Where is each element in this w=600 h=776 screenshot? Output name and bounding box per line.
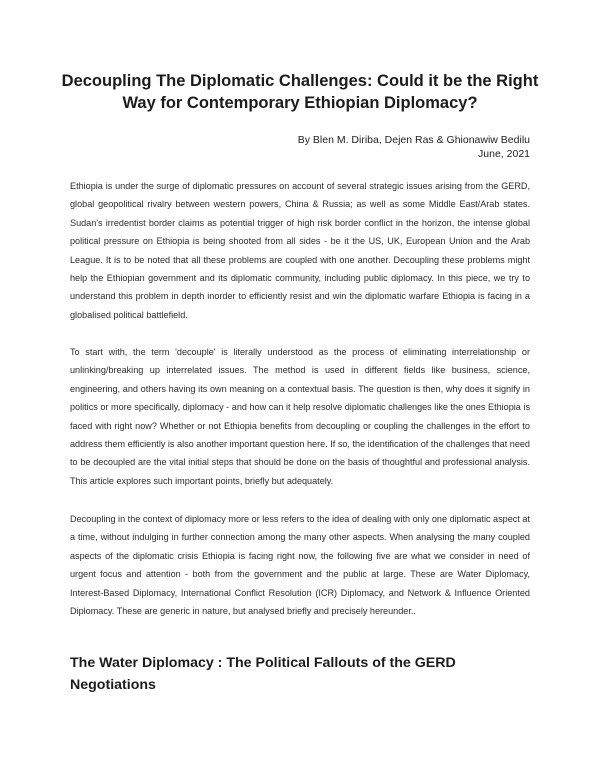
document-title: Decoupling The Diplomatic Challenges: Could it be the Right Way for Contemporary Ethiopian Diplomacy? — [61, 72, 539, 112]
paragraph-decouple-definition: To start with, the term 'decouple' is literally understood as the process of eliminating interrelationship or unlinking/breaking up interrelated issues. The method is used in different fields like business, science, engineering, and others having its own meaning on a contextual basis. The question is then, why does it signify in politics or more specifically, diplomacy - and how can it help resolve diplomatic challenges like the ones Ethiopia is faced with right now? Whether or not Ethiopia benefits from decoupling or coupling the challenges in the effort to address them efficiently is also another important question here. If so, the identification of the challenges that need to be decoupled are the vital initial steps that should be done on the basis of thoughtful and professional analysis. This article explores such important points, briefly but adequately. — [70, 347, 530, 486]
paragraph-decoupling-diplomacy: Decoupling in the context of diplomacy more or less refers to the idea of dealing with only one diplomatic aspect at a time, without indulging in further connection among the many other aspects. When analysing the many coupled aspects of the diplomatic crisis Ethiopia is facing right now, the following five are what we consider in need of urgent focus and attention - both from the government and the public at large. These are Water Diplomacy, Interest-Based Diplomacy, International Conflict Resolution (ICR) Diplomacy, and Network & Influence Oriented Diplomacy. These are generic in nature, but analysed briefly and precisely hereunder.. — [70, 514, 530, 617]
paragraph-intro: Ethiopia is under the surge of diplomatic pressures on account of several strategic issues arising from the GERD, global geopolitical rivalry between western powers, China & Russia; as well as some Middle East/Arab states. Sudan's irredentist border claims as potential trigger of high risk border conflict in the horizon, the intense global political pressure on Ethiopia is being shooted from all sides - be it the US, UK, European Union and the Arab League. It is to be noted that all these problems are coupled with one another. Decoupling these problems might help the Ethiopian government and its diplomatic community, including public diplomacy. In this piece, we try to understand this problem in depth inorder to efficiently resist and win the diplomatic warfare Ethiopia is facing in a globalised political battlefield. — [70, 181, 530, 320]
section-heading-water-diplomacy: The Water Diplomacy : The Political Fallouts of the GERD Negotiations — [70, 655, 456, 693]
authors-line: By Blen M. Diriba, Dejen Ras & Ghionawiw Bedilu — [297, 134, 530, 146]
date-line: June, 2021 — [478, 148, 530, 160]
byline — [130, 133, 530, 161]
